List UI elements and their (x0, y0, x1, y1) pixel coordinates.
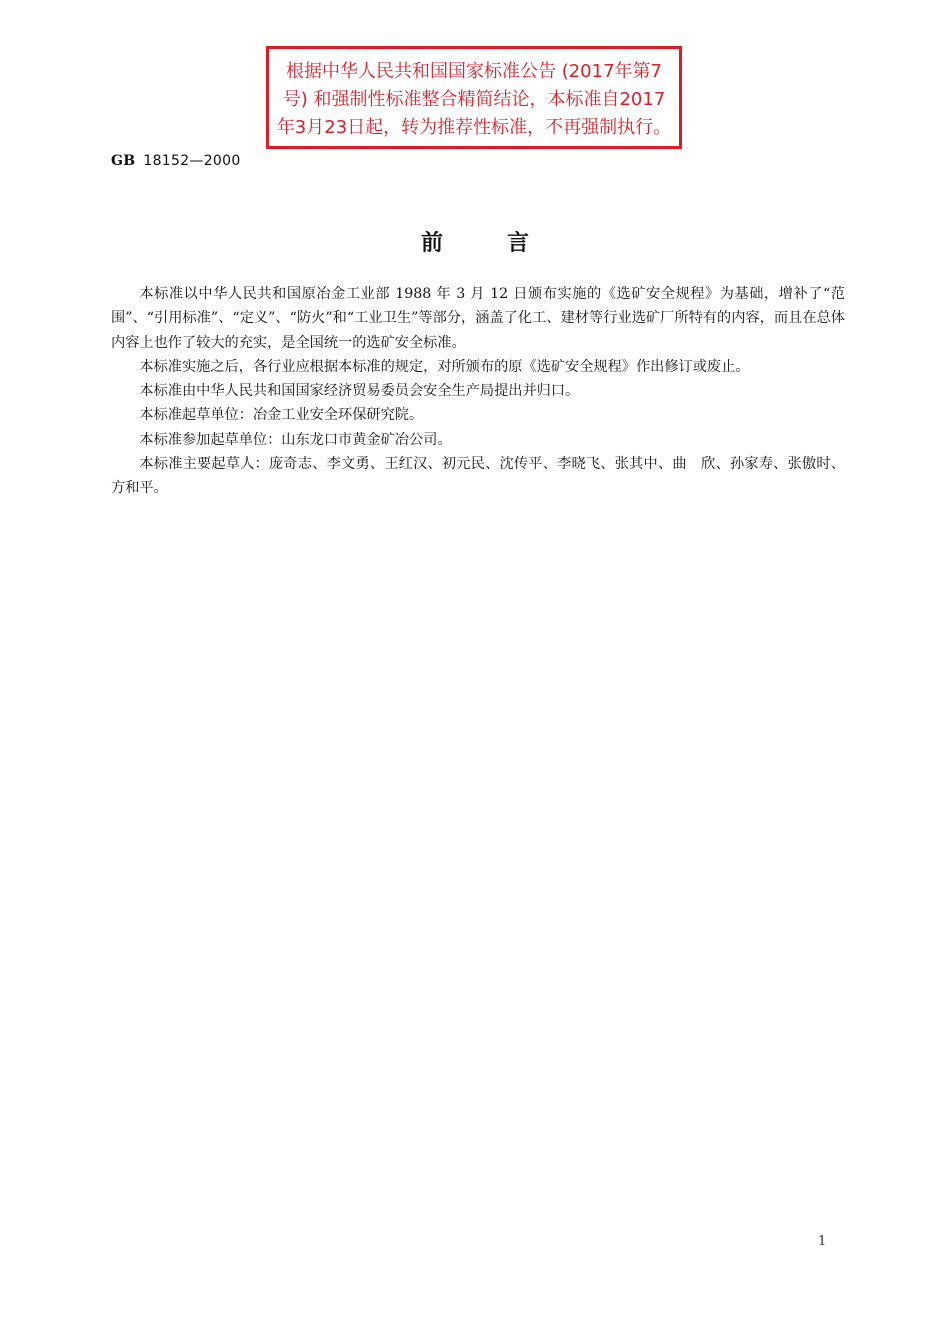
foreword-body (111, 282, 845, 501)
notice-line-1: 根据中华人民共和国国家标准公告 (2017年第7 (285, 61, 662, 82)
mandatory-status-notice (266, 46, 682, 149)
paragraph-proposer: 本标准由中华人民共和国国家经济贸易委员会安全生产局提出并归口。 (139, 383, 580, 400)
paragraph-drafting-unit: 本标准起草单位：冶金工业安全环保研究院。 (139, 407, 424, 424)
paragraph-implementation: 本标准实施之后，各行业应根据本标准的规定，对所颁布的原《选矿安全规程》作出修订或废止。 (139, 358, 750, 375)
paragraph-basis: 本标准以中华人民共和国原冶金工业部 1988 年 3 月 12 日颁布实施的《选矿安全规程》为基础，增补了“范围”、“引用标准”、“定义”、“防火”和“工业卫生”等部分，涵盖了化工、建材等行业选矿厂所特有的内容，而且在总体内容上也作了较大的充实，是全国统一的选矿安全标准。 (111, 286, 845, 351)
paragraph-drafters: 本标准主要起草人：庞奇志、李文勇、王红汉、初元民、沈传平、李晓飞、张其中、曲 欣、孙家寿、张傲时、方和平。 (111, 456, 845, 497)
paragraph-participating-unit: 本标准参加起草单位：山东龙口市黄金矿冶公司。 (139, 431, 452, 448)
standard-code (111, 153, 241, 169)
standard-number: 18152—2000 (143, 153, 241, 169)
notice-line-3: 年3月23日起，转为推荐性标准，不再强制执行。 (276, 117, 672, 138)
notice-line-2: 号) 和强制性标准整合精简结论，本标准自2017 (282, 89, 666, 110)
page-title: 前言 (420, 230, 593, 256)
page-number: 1 (818, 1234, 827, 1249)
gb-label: GB (111, 153, 136, 169)
